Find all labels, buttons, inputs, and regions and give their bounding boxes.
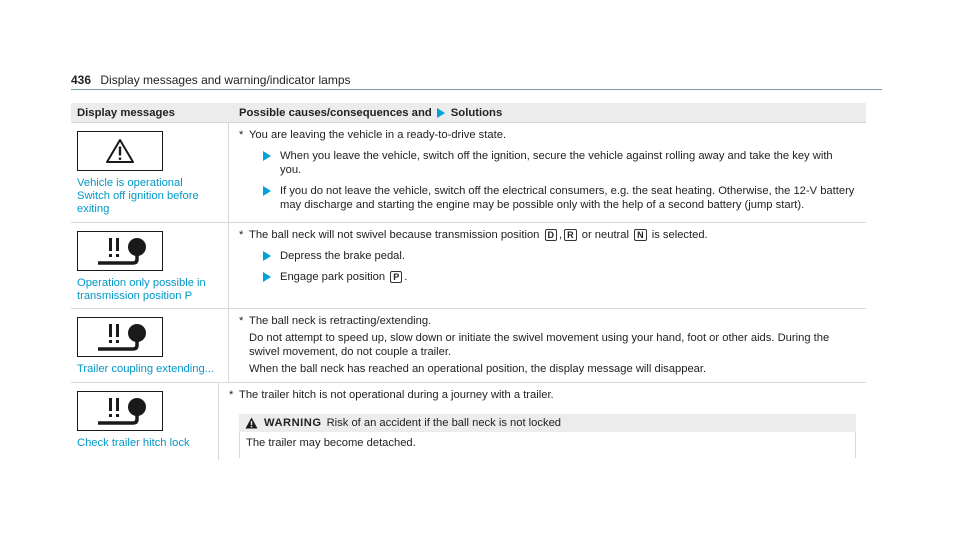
gear-d-symbol: D bbox=[545, 229, 558, 241]
warning-label: WARNING bbox=[264, 417, 322, 429]
page-section-title: Display messages and warning/indicator lamps bbox=[100, 73, 351, 87]
gear-p-symbol: P bbox=[390, 271, 402, 283]
cause-text: The ball neck will not swivel because transmission position D , R or neutral N is selected. bbox=[249, 229, 708, 241]
gear-n-symbol: N bbox=[634, 229, 647, 241]
message-cell bbox=[71, 123, 229, 222]
step-arrow-icon bbox=[263, 272, 271, 282]
trailer-hitch-icon bbox=[77, 317, 163, 357]
table-row bbox=[71, 122, 866, 222]
cause-text: You are leaving the vehicle in a ready-to-drive state. bbox=[249, 129, 507, 141]
table-row bbox=[71, 308, 866, 382]
solution-step: If you do not leave the vehicle, switch off the electrical consumers, e.g. the seat heating. Otherwise, the 12-V battery may discharge and starting the engine may be possible only with the help of a second battery (jump start). bbox=[263, 184, 856, 212]
page-number: 436 bbox=[71, 73, 92, 87]
warning-header bbox=[239, 414, 856, 432]
info-paragraph: When the ball neck has reached an operational position, the display message will disappear. bbox=[249, 363, 707, 375]
col-header-causes bbox=[229, 107, 866, 119]
cause-cell: * The ball neck will not swivel because transmission position D , R or neutral N is selected. Depress the brake pedal. Engage park position P . bbox=[229, 223, 866, 308]
cause-text: The ball neck is retracting/extending. bbox=[249, 315, 432, 327]
table-row bbox=[71, 382, 866, 460]
step-arrow-icon bbox=[263, 186, 271, 196]
solution-step: When you leave the vehicle, switch off the ignition, secure the vehicle against rolling away and take the key with you. bbox=[263, 149, 856, 177]
col-header-display-messages: Display messages bbox=[77, 106, 175, 119]
trailer-hitch-icon bbox=[77, 231, 163, 271]
header-rule bbox=[71, 89, 882, 90]
warning-title: Risk of an accident if the ball neck is not locked bbox=[326, 417, 562, 429]
page-header bbox=[71, 73, 351, 87]
gear-r-symbol: R bbox=[564, 229, 577, 241]
table-header bbox=[71, 103, 866, 122]
display-message: Trailer coupling extending... bbox=[77, 363, 215, 375]
cause-text: The trailer hitch is not operational during a journey with a trailer. bbox=[239, 389, 554, 401]
warning-box bbox=[239, 414, 856, 458]
col-header-causes-label: Possible causes/consequences and bbox=[239, 106, 432, 119]
warning-icon bbox=[245, 417, 258, 429]
message-cell bbox=[71, 223, 229, 308]
display-message: Operation only possible in transmission position P bbox=[77, 277, 206, 302]
solution-arrow-icon bbox=[437, 108, 445, 118]
step-arrow-icon bbox=[263, 251, 271, 261]
display-message: Vehicle is operational Switch off ignition before exiting bbox=[77, 177, 199, 215]
message-cell bbox=[71, 309, 229, 382]
cause-cell: * The ball neck is retracting/extending. Do not attempt to speed up, slow down or initiate the swivel movement using your hand, foot or other aids. During the swivel movement, do not couple a trailer. When the ball neck has reached an operational position, the display message will disappear. bbox=[229, 309, 866, 382]
display-message: Check trailer hitch lock bbox=[77, 437, 190, 449]
table-row bbox=[71, 222, 866, 308]
col-header-solutions-label: Solutions bbox=[450, 106, 503, 119]
solution-step: Engage park position P . bbox=[263, 270, 856, 284]
cause-cell: * You are leaving the vehicle in a ready-to-drive state. When you leave the vehicle, switch off the ignition, secure the vehicle against rolling away and take the key with you. If you do not leave the vehicle, switch off the electrical consumers, e.g. the seat heating. Otherwise, the 12-V battery may discharge and starting the engine may be possible only with the help of a second battery (jump start). bbox=[239, 129, 855, 211]
warning-triangle-icon bbox=[77, 131, 163, 171]
step-arrow-icon bbox=[263, 151, 271, 161]
warning-body: The trailer may become detached. bbox=[239, 432, 856, 458]
solution-step: Depress the brake pedal. bbox=[263, 249, 856, 263]
display-messages-table bbox=[71, 103, 866, 460]
cause-cell: * The trailer hitch is not operational during a journey with a trailer. WARNING Risk of an accident if the ball neck is not locked The trailer may become detached. bbox=[219, 383, 866, 460]
message-cell bbox=[71, 383, 219, 460]
trailer-hitch-icon bbox=[77, 391, 163, 431]
info-paragraph: Do not attempt to speed up, slow down or initiate the swivel movement using your hand, foot or other aids. During the swivel movement, do not couple a trailer. bbox=[249, 332, 830, 358]
